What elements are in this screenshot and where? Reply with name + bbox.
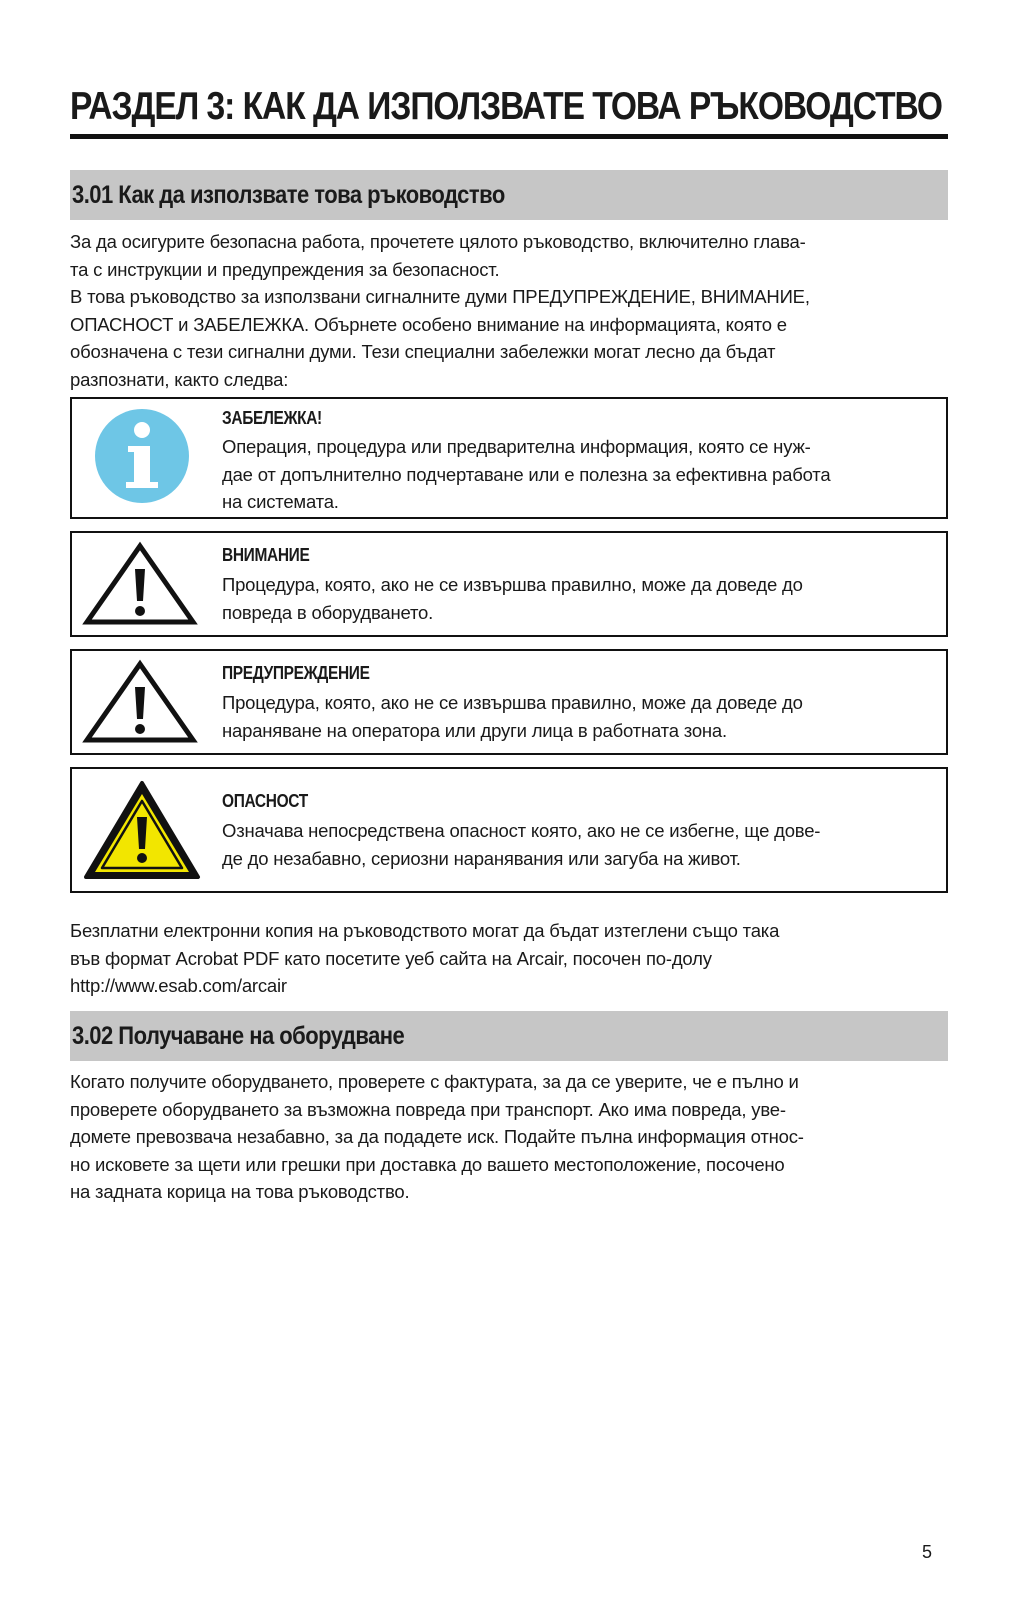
notice-label: ВНИМАНИЕ [222,545,310,565]
notice-label: ПРЕДУПРЕЖДЕНИЕ [222,663,370,683]
text-line: Процедура, която, ако не се извършва правилно, може да доведе до [222,574,803,595]
notice-danger [70,767,948,893]
text-line: дае от допълнително подчертаване или е полезна за ефективна работа [222,463,831,485]
danger-triangle-icon [82,777,202,888]
text-line: повреда в оборудването. [222,601,434,623]
text-line: домете превозвача незабавно, за да подадете иск. Подайте пълна информация относ- [70,1126,804,1147]
text-line: на системата. [222,491,339,512]
caution-triangle-icon [82,541,198,632]
notice-label: ОПАСНОСТ [222,791,308,811]
notice-text [222,817,942,872]
text-line: разпознати, както следва: [70,368,289,390]
text-line: във формат Acrobat PDF като посетите уеб сайта на Arcair, посочен по-долу [70,947,712,969]
notice-text [222,433,942,516]
text-line: обозначена с тези сигнални думи. Тези специални забележки могат лесно да бъдат [70,341,776,362]
section-heading-301 [70,170,948,220]
title-rule [70,134,948,139]
text-line: Безплатни електронни копия на ръководството могат да бъдат изтеглени също така [70,920,780,941]
text-line: Когато получите оборудването, проверете с фактурата, за да се уверите, че е пълно и [70,1071,799,1092]
text-line: Означава непосредствена опасност която, ако не се избегне, ще дове- [222,820,821,841]
text-line: но исковете за щети или грешки при доставка до вашето местоположение, посочено [70,1153,785,1175]
notice-note [70,397,948,519]
notice-label: ЗАБЕЛЕЖКА! [222,408,322,428]
text-line: За да осигурите безопасна работа, прочетете цялото ръководство, включително глава- [70,231,806,252]
text-line: нараняване на оператора или други лица в работната зона. [222,719,727,741]
text-line: на задната корица на това ръководство. [70,1181,410,1202]
download-paragraph [70,917,948,1000]
website-link[interactable]: http://www.esab.com/arcair [70,975,287,996]
notice-warning [70,649,948,755]
text-line: ОПАСНОСТ и ЗАБЕЛЕЖКА. Обърнете особено внимание на информацията, която е [70,313,787,335]
text-line: та с инструкции и предупреждения за безопасност. [70,258,500,280]
text-line: Процедура, която, ако не се извършва правилно, може да доведе до [222,692,803,713]
notice-text [222,571,942,626]
receiving-paragraph [70,1068,948,1206]
page-number: 5 [922,1542,933,1562]
warning-triangle-icon [82,659,198,750]
intro-paragraph [70,228,948,393]
section-heading-301-text: 3.01 Как да използвате това ръководство [72,181,505,209]
notice-text [222,689,942,744]
info-icon [94,408,190,509]
page-title: РАЗДЕЛ 3: КАК ДА ИЗПОЛЗВАТЕ ТОВА РЪКОВОДСТВО [70,85,942,128]
notice-caution [70,531,948,637]
text-line: де до незабавно, сериозни наранявания или загуба на живот. [222,847,741,869]
section-heading-302-text: 3.02 Получаване на оборудване [72,1022,405,1050]
section-heading-302 [70,1011,948,1061]
text-line: проверете оборудването за възможна повреда при транспорт. Ако има повреда, уве- [70,1098,786,1120]
text-line: Операция, процедура или предварителна информация, която се нуж- [222,436,811,457]
text-line: В това ръководство за използвани сигналните думи ПРЕДУПРЕЖДЕНИЕ, ВНИМАНИЕ, [70,286,810,307]
